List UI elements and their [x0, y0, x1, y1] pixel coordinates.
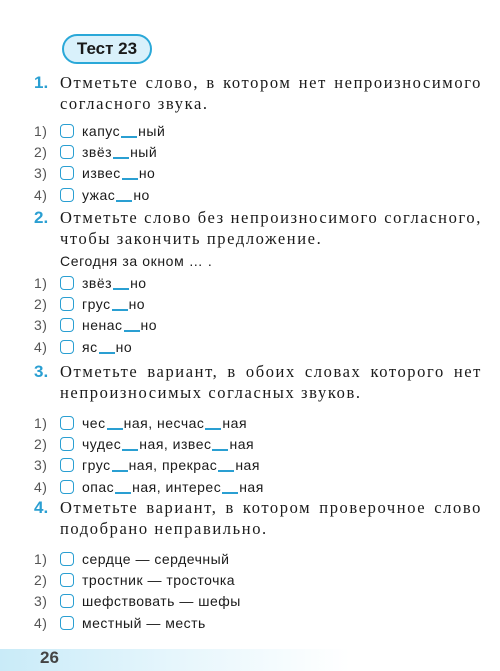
q3-option-1[interactable] — [34, 412, 482, 433]
footer-band — [0, 649, 500, 671]
q4-option-1[interactable] — [34, 548, 482, 569]
word-part: чес — [82, 414, 106, 431]
word-part: ная, извес — [139, 435, 212, 452]
question-1-number: 1. — [34, 73, 49, 92]
letter-gap — [218, 458, 234, 472]
option-text: сердце — сердечный — [82, 550, 230, 567]
option-number: 4) — [34, 338, 48, 355]
q2-option-1[interactable] — [34, 272, 482, 293]
option-number: 1) — [34, 122, 48, 139]
word-part: но — [128, 295, 146, 312]
option-text: шефствовать — шефы — [82, 593, 241, 610]
letter-gap — [99, 340, 115, 354]
letter-gap — [113, 145, 129, 159]
word-part: но — [130, 274, 147, 291]
word-part: чудес — [82, 435, 122, 452]
option-number: 4) — [34, 614, 48, 631]
letter-gap — [122, 437, 138, 451]
answer-checkbox[interactable] — [60, 437, 74, 451]
letter-gap — [205, 416, 221, 430]
question-3 — [34, 361, 482, 497]
word-part: ная, прекрас — [128, 457, 218, 474]
option-number: 2) — [34, 435, 48, 452]
answer-checkbox[interactable] — [60, 166, 74, 180]
word-part: но — [138, 165, 156, 182]
q4-option-3[interactable] — [34, 591, 482, 612]
question-2 — [34, 207, 482, 357]
word-part: звёз — [82, 143, 113, 160]
question-4-text: Отметьте вариант, в котором проверочное слово подобрано неправильно. — [60, 498, 482, 538]
answer-checkbox[interactable] — [60, 340, 74, 354]
word-part: ный — [130, 143, 158, 160]
q3-option-4[interactable] — [34, 476, 482, 497]
word-part: ная, интерес — [132, 478, 222, 495]
word-part: но — [115, 338, 133, 355]
answer-checkbox[interactable] — [60, 573, 74, 587]
letter-gap — [112, 458, 128, 472]
q1-option-1[interactable] — [34, 120, 482, 141]
question-3-text-block — [34, 361, 482, 403]
word-part: звёз — [82, 274, 113, 291]
option-number: 3) — [34, 457, 48, 474]
question-1-text-block — [34, 72, 482, 114]
question-4-text-block — [34, 497, 482, 539]
option-number: 3) — [34, 593, 48, 610]
q3-option-2[interactable] — [34, 433, 482, 454]
word-part: ужас — [82, 186, 116, 203]
letter-gap — [121, 124, 137, 138]
option-number: 1) — [34, 414, 48, 431]
word-part: извес — [82, 165, 121, 182]
question-1 — [34, 72, 482, 205]
q2-option-4[interactable] — [34, 336, 482, 357]
letter-gap — [212, 437, 228, 451]
word-part: ная — [235, 457, 260, 474]
letter-gap — [115, 480, 131, 494]
option-number: 2) — [34, 295, 48, 312]
question-1-options — [34, 120, 482, 205]
answer-checkbox[interactable] — [60, 276, 74, 290]
page-number: 26 — [40, 648, 59, 667]
word-part: грус — [82, 457, 111, 474]
word-part: опас — [82, 478, 115, 495]
answer-checkbox[interactable] — [60, 480, 74, 494]
option-text: местный — месть — [82, 614, 206, 631]
letter-gap — [116, 188, 132, 202]
answer-checkbox[interactable] — [60, 458, 74, 472]
answer-checkbox[interactable] — [60, 297, 74, 311]
question-4 — [34, 497, 482, 633]
word-part: яс — [82, 338, 98, 355]
word-part: но — [140, 317, 158, 334]
letter-gap — [113, 276, 129, 290]
option-number: 2) — [34, 143, 48, 160]
q1-option-2[interactable] — [34, 141, 482, 162]
q1-option-3[interactable] — [34, 163, 482, 184]
answer-checkbox[interactable] — [60, 416, 74, 430]
option-text: тростник — тросточка — [82, 571, 236, 588]
option-number: 4) — [34, 478, 48, 495]
question-2-text-block — [34, 207, 482, 249]
option-number: 2) — [34, 571, 48, 588]
option-number: 1) — [34, 274, 48, 291]
letter-gap — [122, 166, 138, 180]
word-part: ный — [138, 122, 166, 139]
q2-option-3[interactable] — [34, 315, 482, 336]
answer-checkbox[interactable] — [60, 616, 74, 630]
letter-gap — [107, 416, 123, 430]
word-part: ная — [229, 435, 255, 452]
letter-gap — [124, 318, 140, 332]
word-part: ненас — [82, 317, 123, 334]
question-2-options — [34, 272, 482, 357]
test-title-badge — [62, 34, 152, 64]
word-part: но — [133, 186, 150, 203]
letter-gap — [112, 297, 128, 311]
q2-option-2[interactable] — [34, 293, 482, 314]
q3-option-3[interactable] — [34, 455, 482, 476]
answer-checkbox[interactable] — [60, 188, 74, 202]
option-number: 3) — [34, 165, 48, 182]
question-2-text: Отметьте слово без непроизносимого согласного, чтобы закончить предложение. — [60, 208, 482, 248]
word-part: ная, несчас — [123, 414, 205, 431]
question-3-number: 3. — [34, 362, 49, 381]
question-4-number: 4. — [34, 498, 49, 517]
answer-checkbox[interactable] — [60, 145, 74, 159]
answer-checkbox[interactable] — [60, 594, 74, 608]
question-2-sentence: Сегодня за окном … . — [60, 253, 213, 269]
answer-checkbox[interactable] — [60, 318, 74, 332]
question-1-text: Отметьте слово, в котором нет непроизносимого согласного звука. — [60, 73, 482, 113]
q4-option-4[interactable] — [34, 612, 482, 633]
word-part: ная — [239, 478, 264, 495]
word-part: грус — [82, 295, 111, 312]
question-2-number: 2. — [34, 208, 49, 227]
answer-checkbox[interactable] — [60, 552, 74, 566]
question-3-options — [34, 412, 482, 497]
q4-option-2[interactable] — [34, 569, 482, 590]
question-3-text: Отметьте вариант, в обоих словах которого нет непроизносимых согласных звуков. — [60, 362, 482, 402]
word-part: ная — [222, 414, 248, 431]
option-number: 3) — [34, 317, 48, 334]
q1-option-4[interactable] — [34, 184, 482, 205]
option-number: 4) — [34, 186, 48, 203]
letter-gap — [222, 480, 238, 494]
question-4-options — [34, 548, 482, 633]
option-number: 1) — [34, 550, 48, 567]
answer-checkbox[interactable] — [60, 124, 74, 138]
word-part: капус — [82, 122, 121, 139]
test-title: Тест 23 — [76, 39, 138, 58]
